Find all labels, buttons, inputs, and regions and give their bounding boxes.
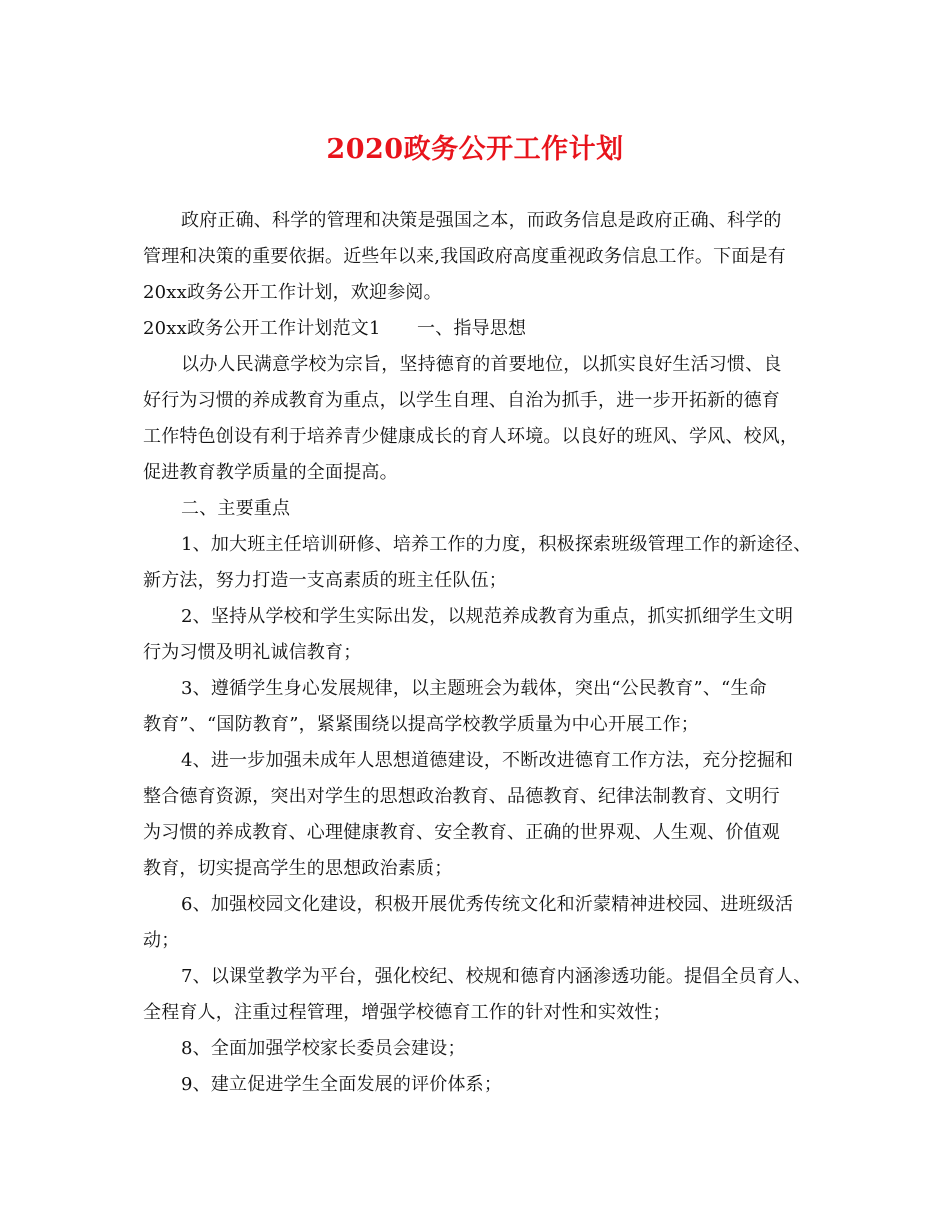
list-item-line: 3、遵循学生身心发展规律，以主题班会为载体，突出“公民教育”、“生命 <box>181 678 767 699</box>
list-item-line: 9、建立促进学生全面发展的评价体系； <box>181 1074 503 1095</box>
list-item-line: 新方法，努力打造一支高素质的班主任队伍； <box>143 570 507 591</box>
list-item-line: 1、加大班主任培训研修、培养工作的力度，积极探索班级管理工作的新途径、 <box>181 534 812 555</box>
section-heading-line: 20xx政务公开工作计划范文1 一、指导思想 <box>143 318 527 339</box>
list-item-line: 4、进一步加强未成年人思想道德建设，不断改进德育工作方法，充分挖掘和 <box>181 750 794 771</box>
paragraph-line: 好行为习惯的养成教育为重点，以学生自理、自治为抓手，进一步开拓新的德育 <box>143 390 780 411</box>
list-item-line: 整合德育资源，突出对学生的思想政治教育、品德教育、纪律法制教育、文明行 <box>143 786 780 807</box>
document-title: 2020政务公开工作计划 <box>326 134 624 165</box>
list-item-line: 全程育人，注重过程管理，增强学校德育工作的针对性和实效性； <box>143 1002 671 1023</box>
list-item-line: 2、坚持从学校和学生实际出发，以规范养成教育为重点，抓实抓细学生文明 <box>181 606 794 627</box>
paragraph-line: 促进教育教学质量的全面提高。 <box>143 462 398 483</box>
list-item-line: 7、以课堂教学为平台，强化校纪、校规和德育内涵渗透功能。提倡全员育人、 <box>181 966 812 987</box>
list-item-line: 教育，切实提高学生的思想政治素质； <box>143 858 453 879</box>
paragraph-line: 管理和决策的重要依据。近些年以来,我国政府高度重视政务信息工作。下面是有 <box>143 246 786 267</box>
list-item-line: 6、加强校园文化建设，积极开展优秀传统文化和沂蒙精神进校园、进班级活 <box>181 894 794 915</box>
paragraph-line: 以办人民满意学校为宗旨，坚持德育的首要地位，以抓实良好生活习惯、良 <box>181 354 782 375</box>
list-item-line: 8、全面加强学校家长委员会建设； <box>181 1038 466 1059</box>
paragraph-line: 20xx政务公开工作计划，欢迎参阅。 <box>143 282 442 303</box>
list-item-line: 行为习惯及明礼诚信教育； <box>143 642 362 663</box>
paragraph-line: 工作特色创设有利于培养青少健康成长的育人环境。以良好的班风、学风、校风， <box>143 426 799 447</box>
list-item-line: 为习惯的养成教育、心理健康教育、安全教育、正确的世界观、人生观、价值观 <box>143 822 780 843</box>
list-item-line: 动； <box>143 930 180 951</box>
section-heading-line: 二、主要重点 <box>181 498 291 519</box>
paragraph-line: 政府正确、科学的管理和决策是强国之本，而政务信息是政府正确、科学的 <box>181 210 782 231</box>
list-item-line: 教育”、“国防教育”，紧紧围绕以提高学校教学质量为中心开展工作； <box>143 714 700 735</box>
